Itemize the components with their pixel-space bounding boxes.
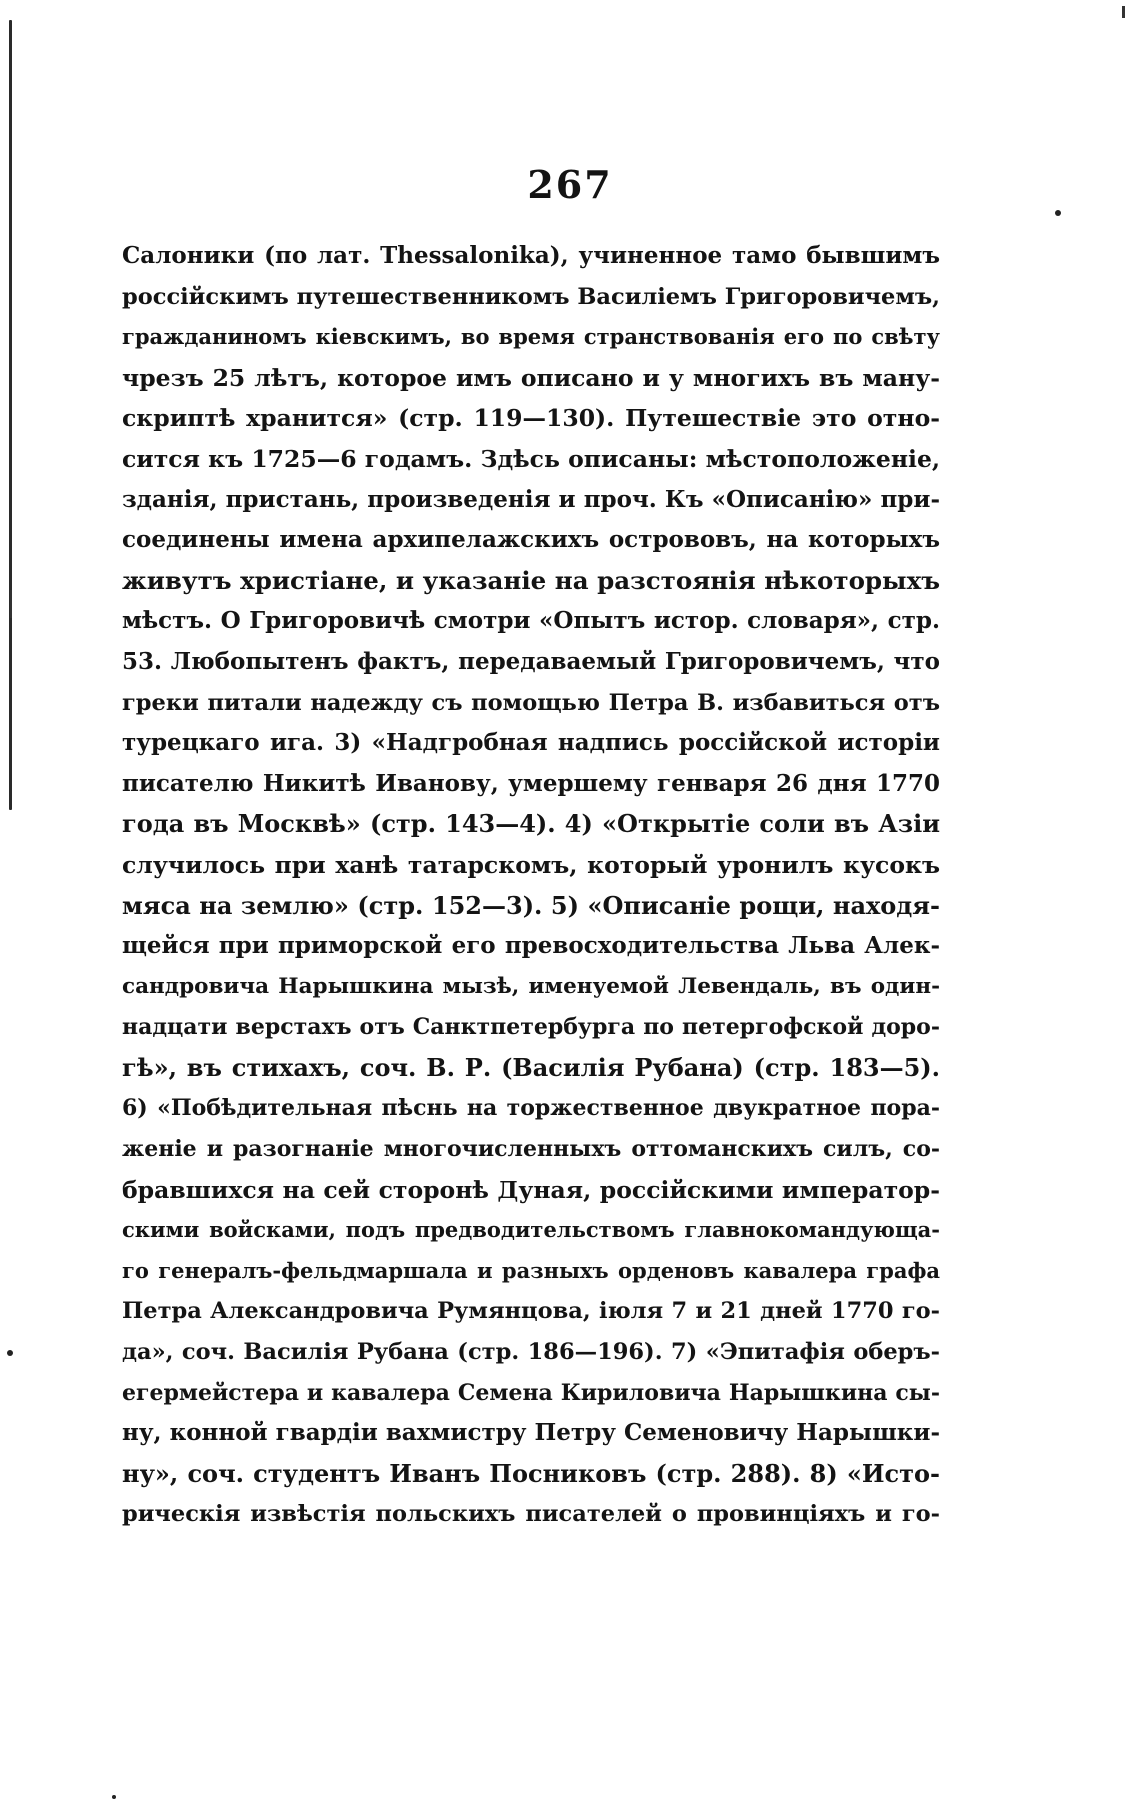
text-line: мѣстъ. О Григоровичѣ смотри «Опытъ истор. словаря», стр. xyxy=(122,607,940,635)
text-line: егермейстера и кавалера Семена Кириловича Нарышкина сы- xyxy=(122,1379,940,1406)
text-line: чрезъ 25 лѣтъ, которое имъ описано и у многихъ въ ману- xyxy=(122,363,940,392)
text-line: живутъ христіане, и указаніе на разстоянія нѣкоторыхъ xyxy=(122,565,940,595)
text-line: писателю Никитѣ Иванову, умершему генваря 26 дня 1770 xyxy=(122,769,940,797)
text-line: зданія, пристань, произведенія и проч. Къ «Описанію» при- xyxy=(122,485,940,513)
text-line: скими войсками, подъ предводительствомъ главнокомандующа- xyxy=(122,1217,940,1243)
text-line: надцати верстахъ отъ Санктпетербурга по петергофской доро- xyxy=(122,1014,940,1041)
text-line: скриптѣ хранится» (стр. 119—130). Путешествіе это отно- xyxy=(122,404,940,433)
text-line: да», соч. Василія Рубана (стр. 186—196). 7) «Эпитафія оберъ- xyxy=(122,1339,940,1366)
text-line: случилось при ханѣ татарскомъ, который уронилъ кусокъ xyxy=(122,850,940,879)
text-line: Петра Александровича Румянцова, іюля 7 и 21 дней 1770 го- xyxy=(122,1298,940,1325)
scan-speck xyxy=(112,1795,116,1799)
scan-mark xyxy=(10,590,12,618)
text-line: 53. Любопытенъ фактъ, передаваемый Григоровичемъ, что xyxy=(122,647,940,675)
text-line: рическія извѣстія польскихъ писателей о провинціяхъ и го- xyxy=(122,1501,940,1528)
scan-speck xyxy=(7,1350,13,1356)
text-line: гражданиномъ кіевскимъ, во время странствованія его по свѣту xyxy=(122,324,940,350)
text-line: 6) «Побѣдительная пѣснь на торжественное двукратное пора- xyxy=(122,1095,940,1122)
text-line: турецкаго ига. 3) «Надгробная надпись россійской исторіи xyxy=(122,729,940,757)
text-line: гѣ», въ стихахъ, соч. В. Р. (Василія Рубана) (стр. 183—5). xyxy=(122,1052,940,1082)
text-line: греки питали надежду съ помощью Петра В. избавиться отъ xyxy=(122,689,940,716)
text-line: года въ Москвѣ» (стр. 143—4). 4) «Открытіе соли въ Азіи xyxy=(122,809,940,839)
text-line: женіе и разогнаніе многочисленныхъ оттоманскихъ силъ, со- xyxy=(122,1136,940,1163)
scan-mark xyxy=(1122,6,1125,18)
page-number: 267 xyxy=(527,162,613,207)
text-line: сится къ 1725—6 годамъ. Здѣсь описаны: мѣстоположеніе, xyxy=(122,444,940,473)
page-edge-rule xyxy=(9,20,12,810)
text-line: соединены имена архипелажскихъ острововъ, на которыхъ xyxy=(122,526,940,554)
text-line: мяса на землю» (стр. 152—3). 5) «Описаніе рощи, находя- xyxy=(122,890,940,920)
body-text xyxy=(122,236,940,1535)
text-line: Салоники (по лат. Thessalonika), учиненное тамо бывшимъ xyxy=(122,242,940,269)
text-line: сандровича Нарышкина мызѣ, именуемой Левендаль, въ один- xyxy=(122,973,940,999)
text-line: бравшихся на сей сторонѣ Дуная, россійскими император- xyxy=(122,1175,940,1204)
scan-speck xyxy=(1055,210,1061,216)
text-line: щейся при приморской его превосходительства Льва Алек- xyxy=(122,932,940,960)
text-line: ну, конной гвардіи вахмистру Петру Семеновичу Нарышки- xyxy=(122,1419,940,1447)
text-line: го генералъ-фельдмаршала и разныхъ орденовъ кавалера графа xyxy=(122,1257,940,1283)
text-line: россійскимъ путешественникомъ Василіемъ Григоровичемъ, xyxy=(122,283,940,310)
text-line: ну», соч. студентъ Иванъ Посниковъ (стр. 288). 8) «Исто- xyxy=(122,1458,940,1488)
